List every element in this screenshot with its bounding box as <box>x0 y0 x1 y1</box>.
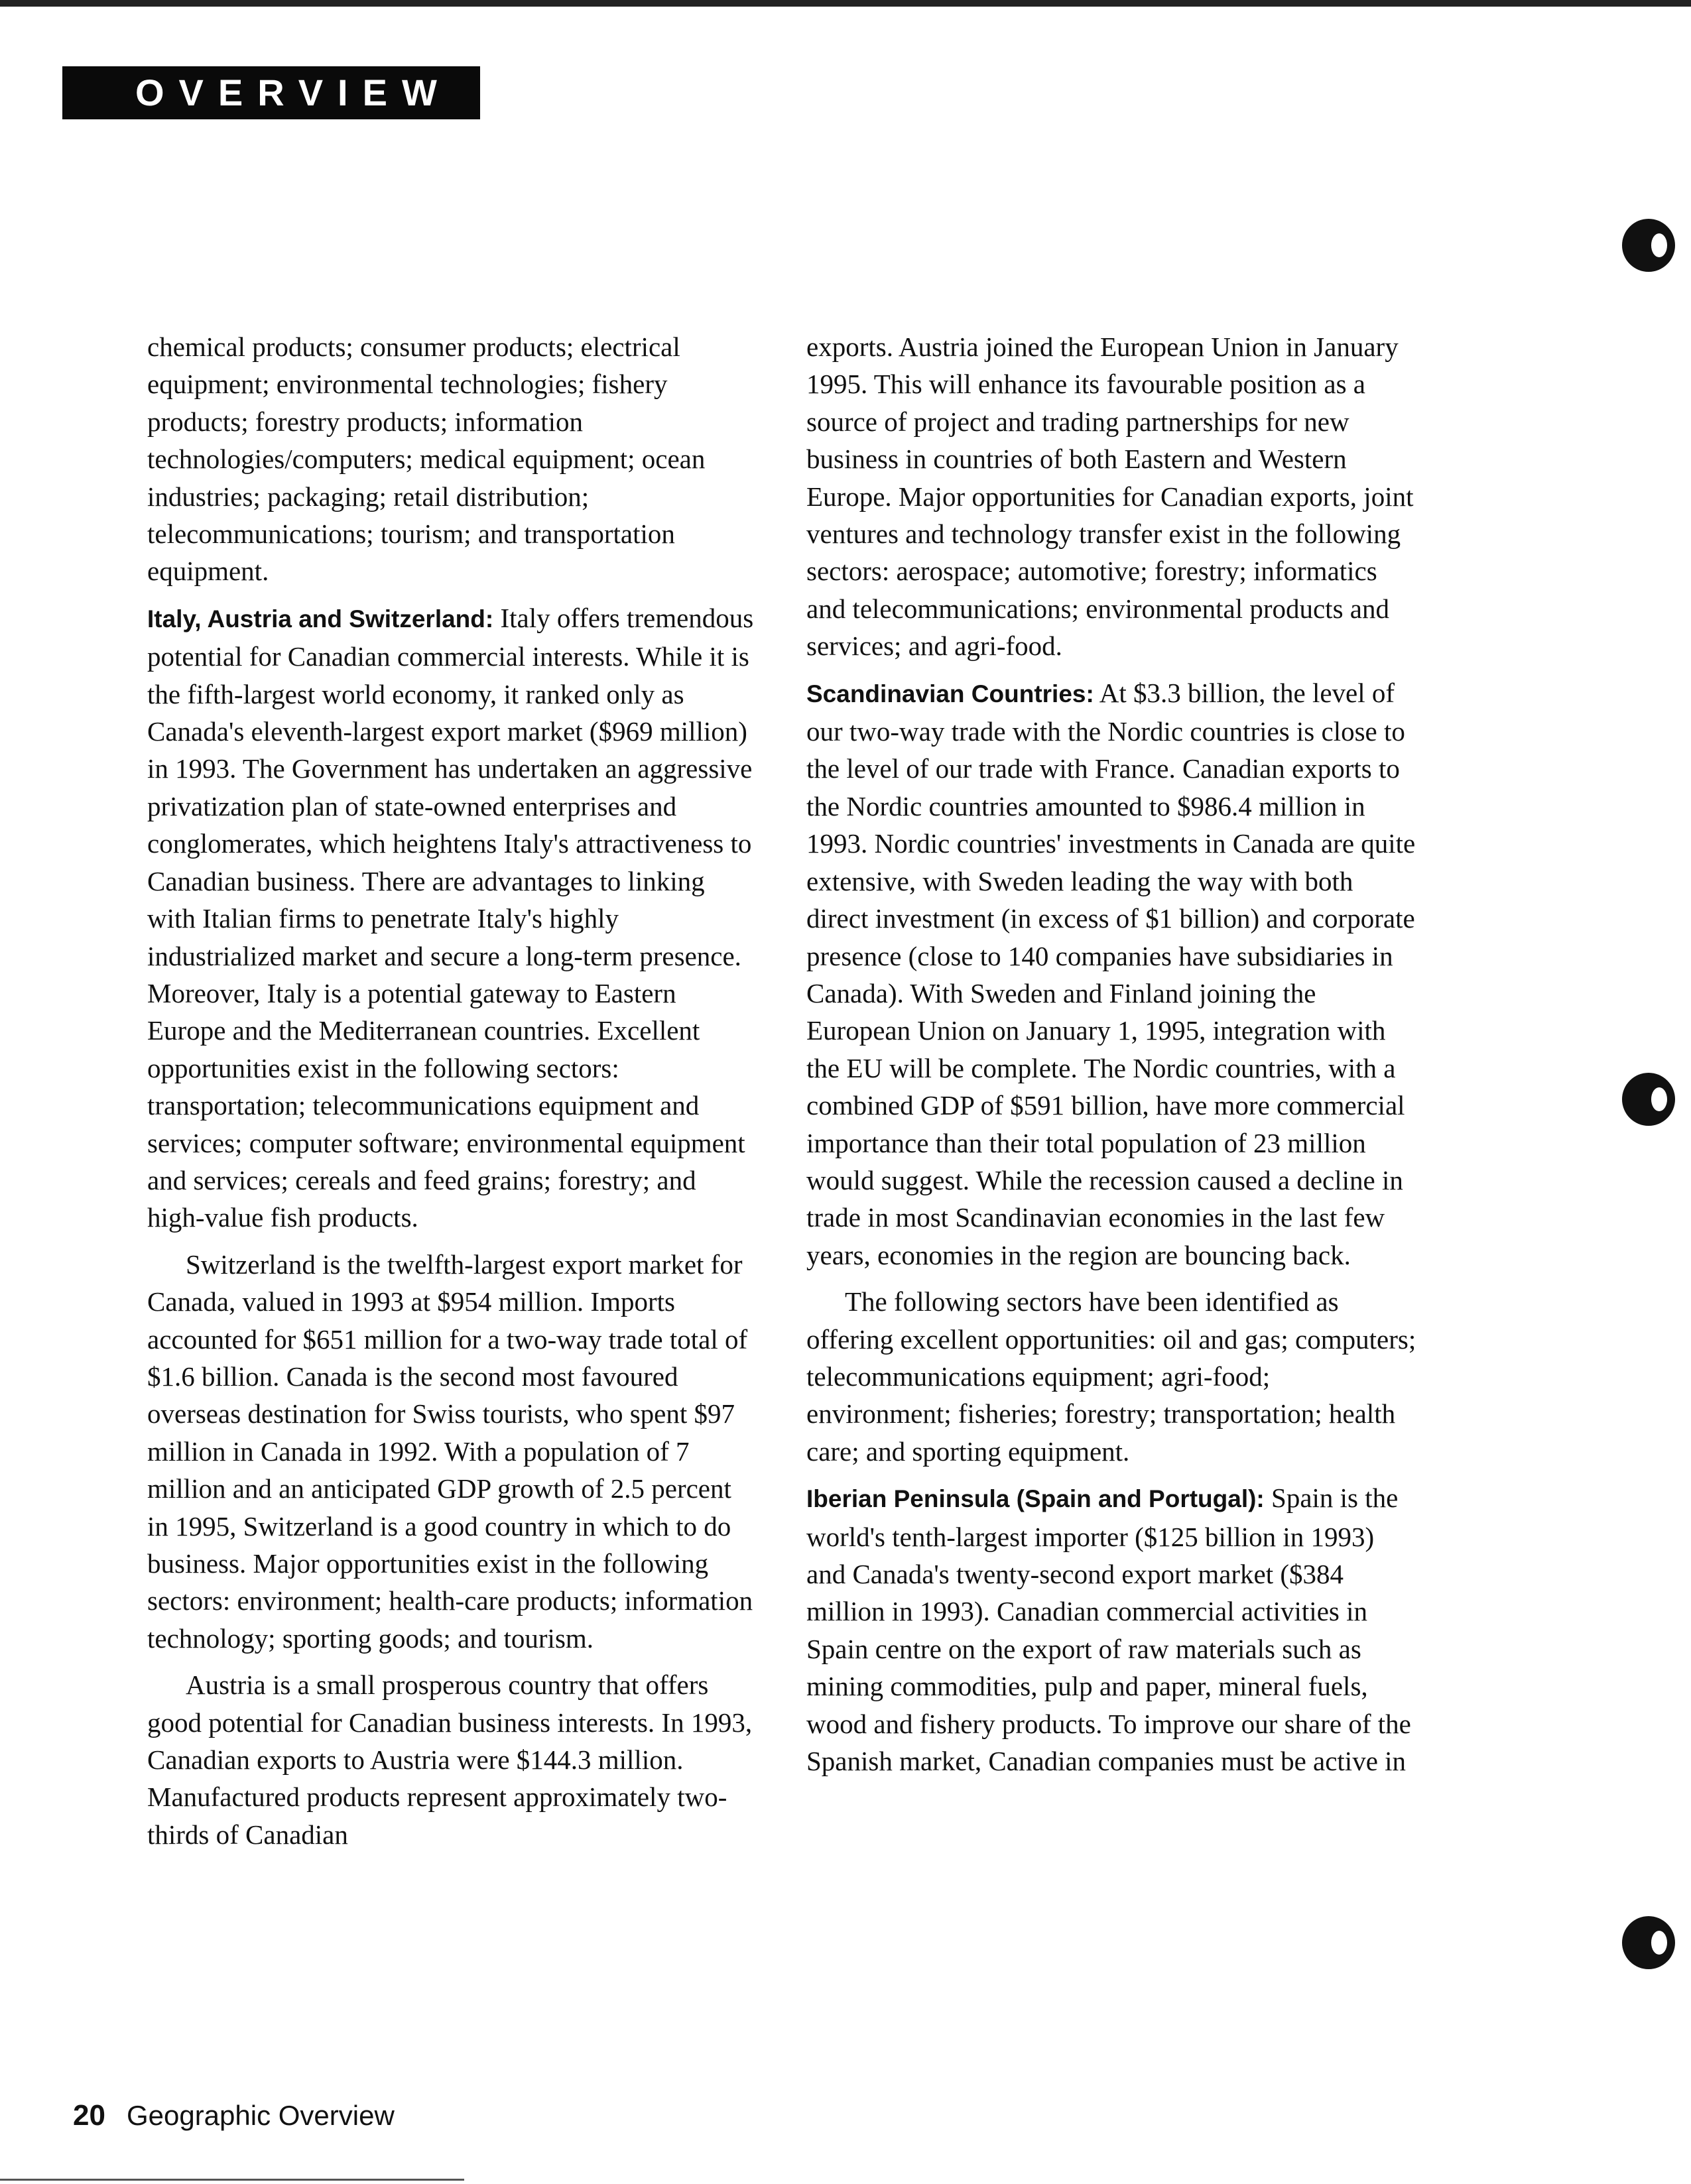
section-heading: Iberian Peninsula (Spain and Portugal): <box>806 1485 1265 1513</box>
paragraph-text: Italy offers tremendous potential for Canadian commercial interests. While it is the fifth-largest world economy, it ranked only as Canada's eleventh-largest export market ($969 million) in 1993. The Government has undertaken an aggressive privatization plan of state-owned enterprises and conglomerates, which heightens Italy's attractiveness to Canadian business. There are advantages to linking with Italian firms to penetrate Italy's highly industrialized market and secure a long-term presence. Moreover, Italy is a potential gateway to Eastern Europe and the Mediterranean countries. Excellent opportunities exist in the following sectors: transportation; telecommunications equipment and services; computer software; environmental equipment and services; cereals and feed grains; forestry; and high-value fish products. <box>147 602 754 1233</box>
page-footer <box>73 2099 395 2132</box>
section-heading: Italy, Austria and Switzerland: <box>147 605 494 633</box>
paragraph <box>147 599 757 1237</box>
bottom-rule <box>0 2179 464 2181</box>
paragraph: Switzerland is the twelfth-largest export market for Canada, valued in 1993 at $954 million. Imports accounted for $651 million for a two-way trade total of $1.6 billion. Canada is the second most favoured overseas destination for Swiss tourists, who spent $97 million in Canada in 1992. With a population of 7 million and an anticipated GDP growth of 2.5 percent in 1995, Switzerland is a good country in which to do business. Major opportunities exist in the following sectors: environment; health-care products; information technology; sporting goods; and tourism. <box>147 1248 753 1654</box>
footer-title: Geographic Overview <box>126 2100 395 2131</box>
paragraph <box>806 1479 1416 1780</box>
paragraph-text: At $3.3 billion, the level of our two-way trade with the Nordic countries is close to the level of our trade with France. Canadian exports to the Nordic countries amounted to $986.4 million in 1993. Nordic countries' investments in Canada are quite extensive, with Sweden leading the way with both direct investment (in excess of $1 billion) and corporate presence (close to 140 companies have subsidiaries in Canada). With Sweden and Finland joining the European Union on January 1, 1995, integration with the EU will be complete. The Nordic countries, with a combined GDP of $591 billion, have more commercial importance than their total population of 23 million would suggest. While the recession caused a decline in trade in most Scandinavian economies in the last few years, economies in the region are bouncing back. <box>806 677 1416 1270</box>
right-column <box>806 328 1416 1789</box>
paragraph: Austria is a small prosperous country that offers good potential for Canadian business interests. In 1993, Canadian exports to Austria were $144.3 million. Manufactured products represent approximately two-thirds of Canadian <box>147 1669 753 1850</box>
paragraph: exports. Austria joined the European Union in January 1995. This will enhance its favourable position as a source of project and trading partnerships for new business in countries of both Eastern and Western Europe. Major opportunities for Canadian exports, joint ventures and technology transfer exist in the following sectors: aerospace; automotive; forestry; informatics and telecommunications; environmental products and services; and agri-food. <box>806 332 1414 662</box>
section-label: OVERVIEW <box>62 66 480 119</box>
binder-hole-top <box>1622 219 1675 272</box>
section-heading: Scandinavian Countries: <box>806 680 1094 707</box>
page-number: 20 <box>73 2099 105 2132</box>
binder-hole-middle <box>1622 1073 1675 1126</box>
paragraph: The following sectors have been identified as offering excellent opportunities: oil and gas; computers; telecommunications equipment; agri-food; environment; fisheries; forestry; transportation; health care; and sporting equipment. <box>806 1286 1416 1467</box>
paragraph <box>806 674 1416 1274</box>
binder-hole-bottom <box>1622 1916 1675 1969</box>
top-rule <box>0 0 1691 7</box>
paragraph: chemical products; consumer products; electrical equipment; environmental technologies; fishery products; forestry products; information technologies/computers; medical equipment; ocean industries; packaging; retail distribution; telecommunications; tourism; and transportation equipment. <box>147 332 706 587</box>
left-column <box>147 328 757 1862</box>
paragraph-text: Spain is the world's tenth-largest importer ($125 billion in 1993) and Canada's twenty-second export market ($384 million in 1993). Canadian commercial activities in Spain centre on the export of raw materials such as mining commodities, pulp and paper, mineral fuels, wood and fishery products. To improve our share of the Spanish market, Canadian companies must be active in <box>806 1483 1411 1777</box>
